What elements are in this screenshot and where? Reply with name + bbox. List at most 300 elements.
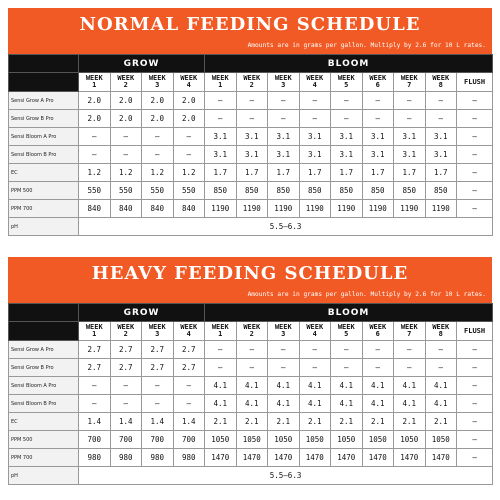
week-header <box>142 322 174 341</box>
bloom-cell: – <box>394 92 426 110</box>
week-header <box>236 322 268 341</box>
week-word: WEEK <box>243 323 261 331</box>
bloom-cell: 2.1 <box>425 413 457 431</box>
week-header <box>299 73 331 92</box>
week-word: WEEK <box>400 74 418 82</box>
bloom-cell: 850 <box>331 182 363 200</box>
bloom-cell: 4.1 <box>425 377 457 395</box>
week-header <box>425 73 457 92</box>
grow-header: GROW <box>79 304 205 322</box>
bloom-cell: 4.1 <box>268 377 300 395</box>
bloom-cell: – <box>236 359 268 377</box>
bloom-cell: 4.1 <box>331 395 363 413</box>
bloom-cell: 2.1 <box>394 413 426 431</box>
week-number: 4 <box>186 81 191 89</box>
grow-cell: 1.2 <box>142 164 174 182</box>
row-label: PPM 500 <box>9 182 79 200</box>
ph-row <box>9 467 493 485</box>
bloom-cell: 850 <box>299 182 331 200</box>
week-header <box>142 73 174 92</box>
week-word: WEEK <box>148 74 166 82</box>
week-word: WEEK <box>369 323 387 331</box>
grow-cell: 700 <box>79 431 111 449</box>
schedule-title: NORMAL FEEDING SCHEDULE <box>79 14 421 35</box>
bloom-cell: 1470 <box>331 449 363 467</box>
bloom-cell: 3.1 <box>425 128 457 146</box>
bloom-cell: 3.1 <box>205 146 237 164</box>
bloom-cell: – <box>299 110 331 128</box>
grow-cell: – <box>142 377 174 395</box>
bloom-cell: 1050 <box>268 431 300 449</box>
week-word: WEEK <box>117 323 135 331</box>
bloom-cell: – <box>362 92 394 110</box>
grow-cell: 550 <box>110 182 142 200</box>
bloom-cell: 3.1 <box>299 146 331 164</box>
ph-row <box>9 218 493 236</box>
bloom-cell: – <box>425 92 457 110</box>
week-number: 1 <box>218 330 223 338</box>
week-header <box>362 322 394 341</box>
bloom-cell: – <box>331 92 363 110</box>
flush-cell: – <box>457 395 493 413</box>
week-header <box>394 322 426 341</box>
bloom-cell: 3.1 <box>362 128 394 146</box>
row-label: Sensi Bloom B Pro <box>9 146 79 164</box>
week-word: WEEK <box>274 323 292 331</box>
week-header <box>110 73 142 92</box>
week-number: 8 <box>438 81 443 89</box>
bloom-cell: 1050 <box>299 431 331 449</box>
week-header <box>236 73 268 92</box>
bloom-cell: 1470 <box>236 449 268 467</box>
bloom-header: BLOOM <box>205 55 493 73</box>
bloom-cell: 4.1 <box>236 395 268 413</box>
bloom-cell: 1.7 <box>205 164 237 182</box>
bloom-cell: – <box>236 341 268 359</box>
row-label: EC <box>9 413 79 431</box>
bloom-cell: 4.1 <box>299 377 331 395</box>
grow-cell: 2.7 <box>79 359 111 377</box>
grow-cell: 2.0 <box>79 110 111 128</box>
table-row <box>9 164 493 182</box>
row-label: EC <box>9 164 79 182</box>
week-number: 3 <box>155 330 160 338</box>
schedule-note: Amounts are in grams per gallon. Multiply by 2.6 for 10 L rates. <box>247 42 486 49</box>
grow-cell: 2.7 <box>110 359 142 377</box>
bloom-cell: 4.1 <box>362 377 394 395</box>
grow-cell: 2.0 <box>79 92 111 110</box>
week-header <box>110 322 142 341</box>
bloom-cell: – <box>268 341 300 359</box>
ph-label: pH <box>9 218 79 236</box>
bloom-cell: 1.7 <box>236 164 268 182</box>
grow-cell: 550 <box>142 182 174 200</box>
bloom-cell: – <box>425 110 457 128</box>
week-number: 7 <box>407 330 412 338</box>
week-header-blank <box>9 73 79 92</box>
row-label: Sensi Bloom B Pro <box>9 395 79 413</box>
bloom-cell: – <box>268 359 300 377</box>
flush-cell: – <box>457 92 493 110</box>
grow-cell: – <box>110 377 142 395</box>
grow-cell: 2.7 <box>173 341 205 359</box>
flush-cell: – <box>457 128 493 146</box>
bloom-cell: 2.1 <box>236 413 268 431</box>
week-header <box>205 73 237 92</box>
grow-cell: 550 <box>79 182 111 200</box>
bloom-cell: 850 <box>425 182 457 200</box>
grow-cell: – <box>142 395 174 413</box>
grow-cell: 1.4 <box>79 413 111 431</box>
bloom-cell: 1050 <box>425 431 457 449</box>
table-row <box>9 377 493 395</box>
bloom-cell: 2.1 <box>299 413 331 431</box>
bloom-cell: 3.1 <box>236 128 268 146</box>
flush-cell: – <box>457 377 493 395</box>
week-word: WEEK <box>337 323 355 331</box>
bloom-cell: 1.7 <box>425 164 457 182</box>
bloom-cell: 1470 <box>425 449 457 467</box>
bloom-cell: – <box>362 341 394 359</box>
row-label: PPM 500 <box>9 431 79 449</box>
table-row <box>9 200 493 218</box>
week-number: 1 <box>92 81 97 89</box>
bloom-cell: – <box>394 359 426 377</box>
grow-cell: – <box>110 146 142 164</box>
week-word: WEEK <box>211 74 229 82</box>
bloom-cell: – <box>331 359 363 377</box>
grow-cell: 980 <box>142 449 174 467</box>
grow-cell: – <box>173 146 205 164</box>
bloom-cell: – <box>205 341 237 359</box>
week-header-blank <box>9 322 79 341</box>
bloom-cell: 3.1 <box>331 146 363 164</box>
bloom-cell: 1.7 <box>299 164 331 182</box>
flush-header: FLUSH <box>457 322 493 341</box>
bloom-header: BLOOM <box>205 304 493 322</box>
bloom-cell: 850 <box>394 182 426 200</box>
week-header <box>425 322 457 341</box>
week-number: 2 <box>249 330 254 338</box>
bloom-cell: – <box>236 92 268 110</box>
grow-cell: 840 <box>110 200 142 218</box>
bloom-cell: – <box>394 110 426 128</box>
flush-cell: – <box>457 182 493 200</box>
week-header <box>205 322 237 341</box>
heavy-feeding-schedule <box>8 257 492 485</box>
week-number: 4 <box>186 330 191 338</box>
grow-cell: 980 <box>173 449 205 467</box>
bloom-cell: 1190 <box>394 200 426 218</box>
week-word: WEEK <box>85 323 103 331</box>
normal-feeding-schedule <box>8 8 492 236</box>
grow-cell: 2.7 <box>142 341 174 359</box>
bloom-cell: 4.1 <box>268 395 300 413</box>
grow-cell: 1.2 <box>110 164 142 182</box>
flush-cell: – <box>457 146 493 164</box>
grow-cell: 2.7 <box>110 341 142 359</box>
bloom-cell: – <box>425 359 457 377</box>
grow-cell: – <box>110 395 142 413</box>
grow-cell: – <box>79 395 111 413</box>
table-row <box>9 110 493 128</box>
bloom-cell: – <box>362 359 394 377</box>
bloom-cell: 4.1 <box>394 395 426 413</box>
bloom-cell: – <box>299 92 331 110</box>
grow-cell: 2.7 <box>79 341 111 359</box>
bloom-cell: – <box>268 110 300 128</box>
bloom-cell: 1050 <box>362 431 394 449</box>
bloom-cell: 3.1 <box>299 128 331 146</box>
bloom-cell: 850 <box>236 182 268 200</box>
grow-cell: 2.0 <box>110 92 142 110</box>
bloom-cell: – <box>299 341 331 359</box>
week-number: 2 <box>123 330 128 338</box>
bloom-cell: 1470 <box>394 449 426 467</box>
bloom-cell: 1190 <box>299 200 331 218</box>
grow-cell: 2.0 <box>142 110 174 128</box>
grow-cell: 840 <box>79 200 111 218</box>
week-header <box>79 73 111 92</box>
grow-cell: 1.2 <box>173 164 205 182</box>
table-row <box>9 182 493 200</box>
week-word: WEEK <box>243 74 261 82</box>
table-row <box>9 341 493 359</box>
bloom-cell: – <box>205 110 237 128</box>
grow-cell: – <box>79 128 111 146</box>
grow-cell: – <box>79 146 111 164</box>
week-word: WEEK <box>211 323 229 331</box>
bloom-cell: 3.1 <box>268 146 300 164</box>
row-label: Sensi Bloom A Pro <box>9 128 79 146</box>
bloom-cell: 4.1 <box>299 395 331 413</box>
bloom-cell: 1050 <box>205 431 237 449</box>
row-label: Sensi Grow A Pro <box>9 341 79 359</box>
table-row <box>9 146 493 164</box>
table-row <box>9 449 493 467</box>
week-number: 7 <box>407 81 412 89</box>
row-label: Sensi Grow A Pro <box>9 92 79 110</box>
table-row <box>9 431 493 449</box>
bloom-cell: – <box>425 341 457 359</box>
row-label: Sensi Grow B Pro <box>9 110 79 128</box>
week-header <box>173 322 205 341</box>
bloom-cell: 3.1 <box>362 146 394 164</box>
bloom-cell: 1190 <box>362 200 394 218</box>
week-number: 3 <box>281 81 286 89</box>
week-word: WEEK <box>180 74 198 82</box>
week-number: 2 <box>249 81 254 89</box>
bloom-cell: 1.7 <box>268 164 300 182</box>
week-header <box>79 322 111 341</box>
week-number: 8 <box>438 330 443 338</box>
week-number: 1 <box>218 81 223 89</box>
week-number: 2 <box>123 81 128 89</box>
grow-cell: – <box>79 377 111 395</box>
bloom-cell: – <box>268 92 300 110</box>
flush-cell: – <box>457 359 493 377</box>
flush-cell: – <box>457 413 493 431</box>
week-number: 5 <box>344 330 349 338</box>
grow-cell: 2.0 <box>173 92 205 110</box>
grow-cell: – <box>173 395 205 413</box>
table-row <box>9 128 493 146</box>
bloom-cell: 1190 <box>236 200 268 218</box>
bloom-cell: – <box>394 341 426 359</box>
bloom-cell: 2.1 <box>331 413 363 431</box>
week-number: 3 <box>281 330 286 338</box>
bloom-cell: – <box>205 92 237 110</box>
grow-cell: 980 <box>110 449 142 467</box>
bloom-cell: 4.1 <box>236 377 268 395</box>
bloom-cell: 4.1 <box>205 377 237 395</box>
bloom-cell: 4.1 <box>394 377 426 395</box>
week-word: WEEK <box>306 74 324 82</box>
row-label: PPM 700 <box>9 449 79 467</box>
grow-cell: 1.4 <box>142 413 174 431</box>
grow-cell: 700 <box>173 431 205 449</box>
bloom-cell: 2.1 <box>205 413 237 431</box>
flush-cell: – <box>457 200 493 218</box>
bloom-cell: 1190 <box>331 200 363 218</box>
bloom-cell: 1190 <box>268 200 300 218</box>
week-header <box>268 73 300 92</box>
ph-label: pH <box>9 467 79 485</box>
grow-cell: 980 <box>79 449 111 467</box>
flush-header: FLUSH <box>457 73 493 92</box>
ph-value: 5.5–6.3 <box>79 218 493 236</box>
bloom-cell: 1.7 <box>331 164 363 182</box>
bloom-cell: 1190 <box>205 200 237 218</box>
grow-cell: 1.4 <box>173 413 205 431</box>
grow-header: GROW <box>79 55 205 73</box>
bloom-cell: 1470 <box>299 449 331 467</box>
bloom-cell: 4.1 <box>205 395 237 413</box>
bloom-cell: 3.1 <box>331 128 363 146</box>
row-label: Sensi Grow B Pro <box>9 359 79 377</box>
week-number: 4 <box>312 330 317 338</box>
week-number: 5 <box>344 81 349 89</box>
grow-cell: 1.2 <box>79 164 111 182</box>
week-word: WEEK <box>85 74 103 82</box>
bloom-cell: – <box>331 341 363 359</box>
flush-cell: – <box>457 341 493 359</box>
week-number: 3 <box>155 81 160 89</box>
table-row <box>9 92 493 110</box>
row-label: Sensi Bloom A Pro <box>9 377 79 395</box>
grow-cell: 700 <box>142 431 174 449</box>
bloom-cell: 3.1 <box>205 128 237 146</box>
bloom-cell: 4.1 <box>425 395 457 413</box>
flush-cell: – <box>457 431 493 449</box>
bloom-cell: 1470 <box>268 449 300 467</box>
schedule-banner <box>8 257 492 303</box>
bloom-cell: – <box>362 110 394 128</box>
week-word: WEEK <box>337 74 355 82</box>
grow-cell: 700 <box>110 431 142 449</box>
week-number: 6 <box>375 330 380 338</box>
grow-cell: – <box>142 146 174 164</box>
grow-cell: 2.0 <box>142 92 174 110</box>
week-word: WEEK <box>306 323 324 331</box>
grow-cell: 2.0 <box>173 110 205 128</box>
grow-cell: 2.7 <box>173 359 205 377</box>
grow-cell: – <box>173 128 205 146</box>
week-word: WEEK <box>432 323 450 331</box>
grow-cell: 2.0 <box>110 110 142 128</box>
flush-cell: – <box>457 164 493 182</box>
bloom-cell: 3.1 <box>425 146 457 164</box>
bloom-cell: 850 <box>362 182 394 200</box>
grow-cell: 840 <box>173 200 205 218</box>
bloom-cell: 1050 <box>236 431 268 449</box>
bloom-cell: 3.1 <box>394 128 426 146</box>
grow-cell: 840 <box>142 200 174 218</box>
row-label: PPM 700 <box>9 200 79 218</box>
header-corner <box>9 304 79 322</box>
table-row <box>9 359 493 377</box>
bloom-cell: 850 <box>268 182 300 200</box>
week-header <box>173 73 205 92</box>
bloom-cell: 2.1 <box>362 413 394 431</box>
bloom-cell: 2.1 <box>268 413 300 431</box>
bloom-cell: 1.7 <box>362 164 394 182</box>
bloom-cell: – <box>236 110 268 128</box>
bloom-cell: – <box>299 359 331 377</box>
flush-cell: – <box>457 110 493 128</box>
grow-cell: – <box>110 128 142 146</box>
bloom-cell: 3.1 <box>268 128 300 146</box>
week-word: WEEK <box>180 323 198 331</box>
bloom-cell: 1050 <box>331 431 363 449</box>
bloom-cell: 1470 <box>362 449 394 467</box>
bloom-cell: – <box>205 359 237 377</box>
bloom-cell: 1050 <box>394 431 426 449</box>
week-header <box>362 73 394 92</box>
grow-cell: 2.7 <box>142 359 174 377</box>
week-number: 6 <box>375 81 380 89</box>
schedule-table <box>8 303 493 485</box>
schedule-banner <box>8 8 492 54</box>
week-word: WEEK <box>117 74 135 82</box>
header-corner <box>9 55 79 73</box>
week-header <box>299 322 331 341</box>
ph-value: 5.5–6.3 <box>79 467 493 485</box>
week-word: WEEK <box>148 323 166 331</box>
week-header <box>268 322 300 341</box>
week-word: WEEK <box>369 74 387 82</box>
bloom-cell: 1190 <box>425 200 457 218</box>
schedule-title: HEAVY FEEDING SCHEDULE <box>91 263 409 284</box>
bloom-cell: 4.1 <box>362 395 394 413</box>
week-header <box>331 73 363 92</box>
table-row <box>9 395 493 413</box>
bloom-cell: 4.1 <box>331 377 363 395</box>
week-header <box>394 73 426 92</box>
bloom-cell: 850 <box>205 182 237 200</box>
week-number: 4 <box>312 81 317 89</box>
table-row <box>9 413 493 431</box>
flush-cell: – <box>457 449 493 467</box>
grow-cell: – <box>142 128 174 146</box>
bloom-cell: – <box>331 110 363 128</box>
bloom-cell: 1.7 <box>394 164 426 182</box>
grow-cell: 550 <box>173 182 205 200</box>
grow-cell: 1.4 <box>110 413 142 431</box>
schedule-table <box>8 54 493 236</box>
week-word: WEEK <box>400 323 418 331</box>
week-word: WEEK <box>432 74 450 82</box>
